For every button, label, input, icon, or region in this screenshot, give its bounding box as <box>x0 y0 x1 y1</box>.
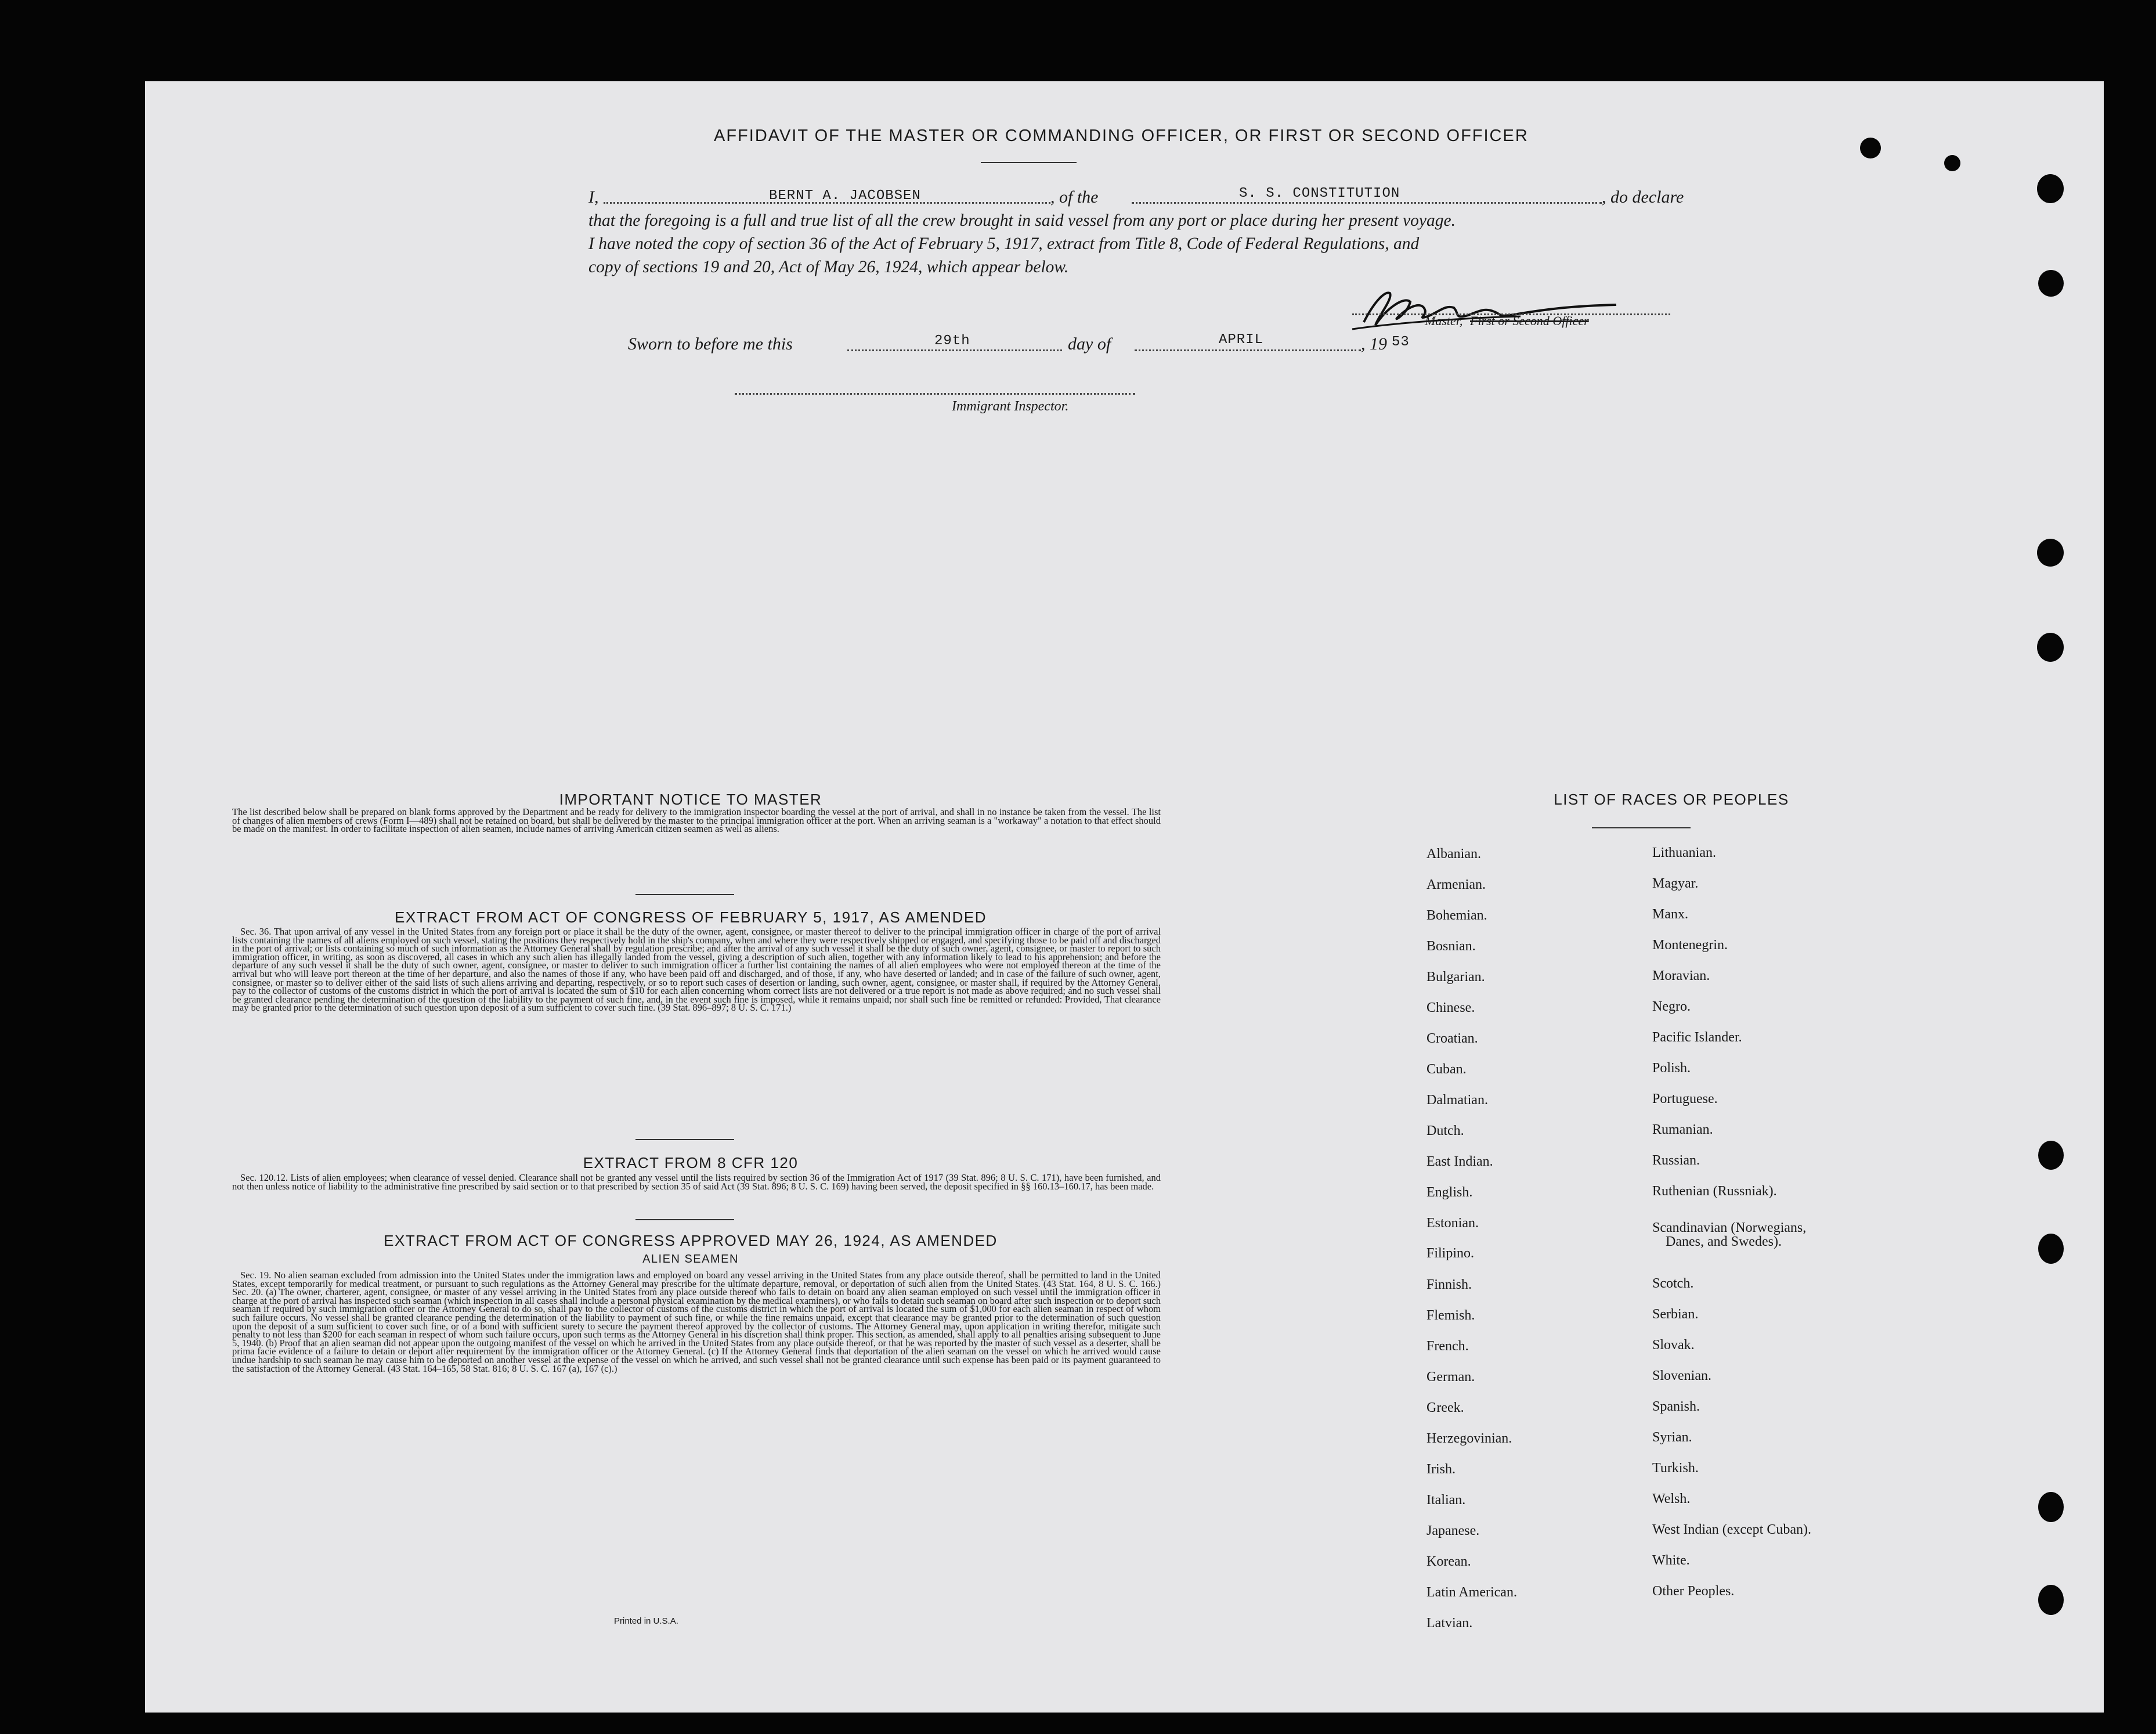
race-item: Scandinavian (Norwegians, <box>1652 1220 1807 1235</box>
punch-hole <box>2037 539 2064 567</box>
i-label: I, <box>588 188 599 207</box>
race-item: Scotch. <box>1652 1276 1694 1291</box>
race-item: Armenian. <box>1427 877 1486 892</box>
race-item: Syrian. <box>1652 1430 1692 1445</box>
sworn-label: Sworn to before me this <box>628 334 793 354</box>
race-item: West Indian (except Cuban). <box>1652 1522 1811 1537</box>
notice-heading: IMPORTANT NOTICE TO MASTER <box>559 791 822 808</box>
race-item: Pacific Islander. <box>1652 1030 1742 1045</box>
race-item: Albanian. <box>1427 846 1481 861</box>
race-item: White. <box>1652 1553 1690 1568</box>
race-item: Magyar. <box>1652 876 1699 891</box>
day-field-line <box>847 349 1062 351</box>
race-item: Portuguese. <box>1652 1091 1718 1106</box>
race-item: Welsh. <box>1652 1491 1691 1506</box>
race-item: Montenegrin. <box>1652 938 1728 953</box>
race-item: Bulgarian. <box>1427 969 1485 985</box>
race-item: Chinese. <box>1427 1000 1475 1015</box>
race-item: Croatian. <box>1427 1031 1478 1046</box>
sworn-month: APRIL <box>1219 332 1264 348</box>
punch-hole <box>1860 138 1881 158</box>
race-item: Polish. <box>1652 1061 1691 1076</box>
race-item: Danes, and Swedes). <box>1666 1234 1782 1249</box>
extract-cfr-heading: EXTRACT FROM 8 CFR 120 <box>583 1154 799 1171</box>
alien-seamen-subheading: ALIEN SEAMEN <box>642 1253 739 1266</box>
notice-body: The list described below shall be prepared on blank forms approved by the Department and be ready for delivery to the immigration inspector boarding the vessel at the port of arrival, and shall in no instance be taken from the vessel. The list of changes of alien members of crews (Form I—489) shall not be retained on board, but shall be delivered by the master to the principal immigration officer at the port. When an arriving seaman is a "workaway" a notation to that effect should be made on the manifest. In order to facilitate inspection of alien seamen, include names of arriving American citizen seamen as well as aliens. <box>232 806 1161 835</box>
race-item: Dalmatian. <box>1427 1093 1488 1108</box>
divider <box>635 1139 734 1140</box>
race-item: German. <box>1427 1369 1475 1385</box>
punch-hole <box>2038 270 2064 297</box>
day-of-label: day of <box>1068 334 1111 354</box>
race-item: Turkish. <box>1652 1461 1699 1476</box>
affidavit-line-2: that the foregoing is a full and true list of all the crew brought in said vessel from any port or place during her present voyage. <box>588 211 1456 230</box>
punch-hole <box>2037 174 2064 203</box>
race-item: Korean. <box>1427 1554 1471 1569</box>
punch-hole <box>2038 1141 2064 1170</box>
races-heading: LIST OF RACES OR PEOPLES <box>1554 791 1789 808</box>
race-item: Slovak. <box>1652 1338 1695 1353</box>
race-item: Dutch. <box>1427 1123 1464 1138</box>
inspector-signature-line <box>735 393 1135 395</box>
race-item: Latin American. <box>1427 1585 1517 1600</box>
vessel-field-line <box>1132 202 1602 204</box>
race-item: Russian. <box>1652 1153 1700 1168</box>
punch-hole <box>2038 1585 2064 1615</box>
struck-officer-label: First or Second Officer <box>1470 313 1589 328</box>
declare-label: , do declare <box>1602 188 1684 207</box>
master-label: Master, <box>1425 313 1463 328</box>
race-item: Ruthenian (Russniak). <box>1652 1184 1777 1199</box>
printed-in-usa: Printed in U.S.A. <box>614 1616 678 1626</box>
master-name: BERNT A. JACOBSEN <box>769 188 921 204</box>
race-item: East Indian. <box>1427 1154 1493 1169</box>
race-item: Greek. <box>1427 1400 1464 1415</box>
extract-cfr-body: Sec. 120.12. Lists of alien employees; when clearance of vessel denied. Clearance shall not be granted any vessel until the lists required by section 36 of the Immigration Act of 1917 (39 Stat. 896; 8 U. S. C. 171), have been furnished, and not then unless notice of liability to the administrative fine prescribed by said section or to that prescribed by section 35 of said Act (39 Stat. 896; 8 U. S. C. 169) having been served, the deposit specified in §§ 160.13–160.17, has been made. <box>232 1172 1161 1192</box>
race-item: Irish. <box>1427 1462 1456 1477</box>
race-item: Flemish. <box>1427 1308 1475 1323</box>
divider <box>635 1219 734 1220</box>
extract-1917-heading: EXTRACT FROM ACT OF CONGRESS OF FEBRUARY 5, 1917, AS AMENDED <box>395 909 987 926</box>
race-item: Moravian. <box>1652 968 1710 983</box>
race-item: Spanish. <box>1652 1399 1700 1414</box>
punch-hole <box>2038 1234 2064 1264</box>
race-item: Japanese. <box>1427 1523 1480 1538</box>
race-item: Negro. <box>1652 999 1691 1014</box>
race-item: English. <box>1427 1185 1473 1200</box>
punch-hole <box>2038 1492 2064 1522</box>
punch-hole <box>2037 633 2064 662</box>
race-item: Estonian. <box>1427 1216 1479 1231</box>
year-prefix: , 19 <box>1361 334 1387 354</box>
race-item: French. <box>1427 1339 1469 1354</box>
affidavit-heading: AFFIDAVIT OF THE MASTER OR COMMANDING OFFICER, OR FIRST OR SECOND OFFICER <box>714 127 1529 145</box>
race-item: Lithuanian. <box>1652 845 1716 860</box>
month-field-line <box>1135 349 1361 351</box>
divider <box>635 894 734 895</box>
inspector-label: Immigrant Inspector. <box>952 399 1069 414</box>
vessel-name: S. S. CONSTITUTION <box>1239 186 1400 201</box>
race-item: Italian. <box>1427 1493 1466 1508</box>
sworn-day: 29th <box>934 333 970 349</box>
punch-hole <box>1944 155 1960 171</box>
race-item: Latvian. <box>1427 1616 1473 1631</box>
affidavit-line-3: I have noted the copy of section 36 of the Act of February 5, 1917, extract from Title 8, Code of Federal Regulations, and <box>588 235 1420 253</box>
sworn-year: 53 <box>1392 334 1410 350</box>
race-item: Other Peoples. <box>1652 1584 1735 1599</box>
race-item: Cuban. <box>1427 1062 1467 1077</box>
document-page <box>145 81 2104 1713</box>
race-item: Herzegovinian. <box>1427 1431 1512 1446</box>
race-item: Rumanian. <box>1652 1122 1713 1137</box>
divider <box>981 162 1077 163</box>
race-item: Serbian. <box>1652 1307 1699 1322</box>
race-item: Finnish. <box>1427 1277 1472 1292</box>
of-the-label: , of the <box>1050 188 1099 207</box>
race-item: Filipino. <box>1427 1246 1475 1261</box>
extract-1917-body: Sec. 36. That upon arrival of any vessel in the United States from any foreign port or place it shall be the duty of the owner, agent, consignee, or master thereof to deliver to the principal immigration officer in charge of the port of arrival lists containing the names of all aliens employed on such vessel, stating the positions they respectively hold in the ship's company, when and where they were respectively shipped or engaged, and specifying those to be paid off and discharged in the port of arrival; or lists containing so much of such information as the Attorney General shall by regulation prescribe; and after the arrival of any such vessel it shall be the duty of such owner, agent, consignee, or master to report to such immigration officer, in writing, as soon as discovered, all cases in which any such alien has illegally landed from the vessel, giving a description of such alien, together with any information likely to lead to his apprehension; and before the departure of any such vessel it shall be the duty of such owner, agent, consignee, or master to deliver to such immigration officer a further list containing the names of all alien employees who were not employed thereon at the time of the arrival but who will leave port thereon at the time of her departure, and also the names of those if any, who have been paid off and discharged, and of those, if any, who have deserted or landed; and in case of the failure of such owner, agent, consignee, or master so to deliver either of the said lists of such aliens arriving and departing, respectively, or so to report such cases of desertion or landing, such owner, agent, consignee, or master shall, if required by the Attorney General, pay to the collector of customs of the customs district in which the port of arrival is located the sum of $10 for each alien concerning whom correct lists are not delivered or a true report is not made as above required; and no such vessel shall be granted clearance pending the determination of the question of the liability to the payment of such fine, and, in the event such fine is imposed, while it remains unpaid; nor shall such fine be remitted or refunded: Provided, That clearance may be granted prior to the determination of such question upon deposit of a sum sufficient to cover such fine. (39 Stat. 896–897; 8 U. S. C. 171.) <box>232 926 1161 1014</box>
race-item: Slovenian. <box>1652 1368 1711 1383</box>
race-item: Manx. <box>1652 907 1688 922</box>
master-signature <box>1329 282 1677 340</box>
extract-1924-body: Sec. 19. No alien seaman excluded from admission into the United States under the immigration laws and employed on board any vessel arriving in the United States from any place outside thereof, shall be permitted to land in the United States, except temporarily for medical treatment, or pursuant to such regulations as the Attorney General may prescribe for the ultimate departure, removal, or deportation of such alien from the United States. (43 Stat. 164, 8 U. S. C. 166.) Sec. 20. (a) The owner, charterer, agent, consignee, or master of any vessel arriving in the United States from any place outside thereof who fails to detain on board any alien seaman employed on such vessel until the immigration officer in charge at the port of arrival has inspected such seaman (which inspection in all cases shall include a personal physical examination by the medical examiners), or who fails to detain such seaman on board after such inspection or to deport such seaman if required by such immigration officer or the Attorney General to do so, shall pay to the collector of customs of the customs district in which the port of arrival is located the sum of $1,000 for each alien seaman in respect of whom such failure occurs. No vessel shall be granted clearance pending the determination of the liability to payment of such fine, or while the fine remains unpaid, except that clearance may be granted prior to the determination of such question upon the deposit of a sum sufficient to cover such fine, or of a bond with sufficient surety to secure the payment thereof approved by the collector of customs. The Attorney General may, upon application in writing therefor, mitigate such penalty to not less than $200 for each seaman in respect of whom such failure occurs, upon such terms as the Attorney General in his discretion shall think proper. This section, as amended, shall apply to all penalties arising subsequent to June 5, 1940. (b) Proof that an alien seaman did not appear upon the outgoing manifest of the vessel on which he arrived in the United States from any place outside thereof, or that he was reported by the master of such vessel as a deserter, shall be prima facie evidence of a failure to detain or deport after requirement by the immigration officer or the Attorney General. (c) If the Attorney General finds that deportation of the alien seaman on the vessel on which he arrived would cause undue hardship to such seaman he may cause him to be deported on another vessel at the expense of the vessel on which he arrived, and such vessel shall not be granted clearance until such expense has been paid or its payment guaranteed to the satisfaction of the Attorney General. (43 Stat. 164–165, 58 Stat. 816; 8 U. S. C. 167 (a), 167 (c).) <box>232 1270 1161 1374</box>
affidavit-line-4: copy of sections 19 and 20, Act of May 26, 1924, which appear below. <box>588 258 1069 276</box>
race-item: Bohemian. <box>1427 908 1487 923</box>
divider <box>1592 827 1691 828</box>
extract-1924-heading: EXTRACT FROM ACT OF CONGRESS APPROVED MAY 26, 1924, AS AMENDED <box>384 1232 998 1249</box>
race-item: Bosnian. <box>1427 939 1476 954</box>
